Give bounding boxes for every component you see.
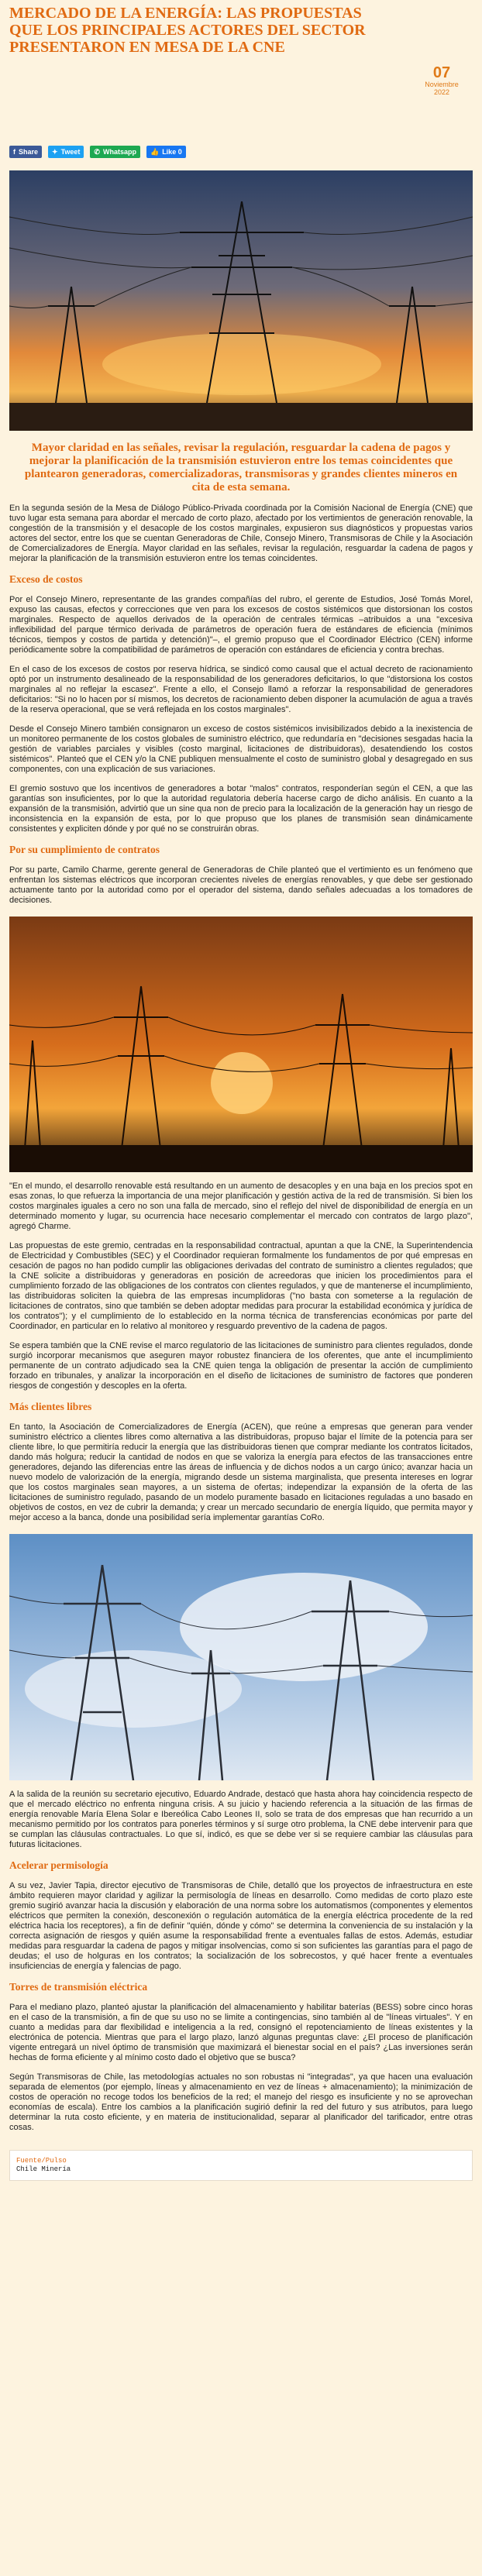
paragraph: Desde el Consejo Minero también consignaron un exceso de costos sistémicos invisibilizados debido a la inexistencia de un monitoreo permanente de los costos globales de suministro eléctrico, que redundaría en "decisiones sesgadas hacia la gestión de variables parciales y visibles (costo marginal, licitaciones de distribuidoras), desatendiendo los costos sistémicos". Planteó que el CEN y/o la CNE publiquen mensualmente el costo de suministro global y desagregado en sus componentes, con una explicación de sus variaciones.	[9, 724, 473, 774]
share-label: Share	[19, 148, 39, 156]
facebook-like-button[interactable]	[146, 146, 186, 158]
facebook-share-button[interactable]	[9, 146, 42, 158]
date-day: 07	[432, 64, 451, 81]
paragraph: Para el mediano plazo, planteó ajustar la planificación del almacenamiento y habilitar baterías (BESS) sobre cinco horas en el caso de la transmisión, a fin de que su uso no se limite a contingencias, sino también al de "líneas virtuales". Y en cuanto a medidas para dar flexibilidad e inteligencia a la red, consignó el repotenciamiento de líneas existentes y la electrónica de potencia. Mientras que para el largo plazo, lanzó algunas preguntas clave: ¿El proceso de planificación vigente entregará un nivel óptimo de transmisión que maximizará el bienestar social en el país? ¿Las inversiones serán hechas de forma eficiente y al mínimo costo dado el objetivo que se busca?	[9, 2003, 473, 2062]
section-heading-torres-transmision: Torres de transmisión eléctrica	[9, 1981, 148, 1993]
paragraph: Se espera también que la CNE revise el marco regulatorio de las licitaciones de suministro para clientes regulados, donde surgió incorporar mecanismos que aseguren mayor robustez financiera de los oferentes, que ante el incumplimiento permanente de un contrato adjudicado sea la CNE quien tenga la obligación de presentar la acción de cumplimiento forzado en tribunales, y analizar la incorporación en el diseño de licitaciones de suministro de factores que ponderen riesgos de congestión y descoples en la oferta.	[9, 1341, 473, 1391]
like-label: Like 0	[162, 148, 182, 156]
tweet-label: Tweet	[60, 148, 81, 156]
whatsapp-button[interactable]	[90, 146, 140, 158]
source-value: Chile Minería	[16, 2165, 71, 2173]
social-share-bar	[0, 96, 482, 158]
thumbs-up-icon: 👍	[150, 147, 160, 156]
whatsapp-label: Whatsapp	[102, 148, 136, 156]
paragraph: Según Transmisoras de Chile, las metodologías actuales no son robustas ni "integradas", ya que hacen una evaluación separada de elementos (por ejemplo, líneas y almacenamiento en vez de líneas + almacenamiento); la minimización de costos de operación no recoge todos los beneficios de la red; el manejo del riesgo es insuficiente y no se aprovechan economías de escala). Entre los cambios a la planificación sugirió definir la red del futuro y sus atributos, para luego determinar la ruta costo eficiente, y en materia de institucionalidad, separar al planificador del tarificador, entre otras cosas.	[9, 2072, 473, 2132]
twitter-icon: ✦	[52, 147, 58, 156]
date-month: Noviembre	[425, 81, 459, 88]
date-year: 2022	[433, 88, 450, 96]
paragraph: En la segunda sesión de la Mesa de Diálogo Público-Privada coordinada por la Comisión Nacional de Energía (CNE) que tuvo lugar esta semana para abordar el mercado de corto plazo, afectado por los vertimientos de generación renovable, la congestión de la transmisión y el desacople de los costos marginales, expusieron sus diagnósticos y propuestas varios actores del sector, entre los que se cuentan Generadoras de Chile, Consejo Minero, Transmisoras de Chile y la Asociación de Comercializadores de Energía. Mayor claridad en las señales, revisar la regulación, resguardar la cadena de pagos y mejorar la planificación de la transmisión estuvieron entre los temas coincidentes.	[9, 504, 473, 563]
source-label: Fuente/Pulso	[16, 2157, 67, 2165]
paragraph: "En el mundo, el desarrollo renovable está resultando en un aumento de desacoples y en una baja en los precios spot en esas zonas, lo que refuerza la importancia de una mejor planificación y gestión activa de la red de transmisión. Si bien los costos marginales iguales a cero no son una falla de mercado, sino el reflejo del nivel de disponibilidad de energía en un determinado momento y lugar, su ocurrencia hace necesario complementar el mercado con contratos de largo plazo", agregó Charme.	[9, 1181, 473, 1231]
hero-image-power-towers-sunset	[9, 170, 473, 431]
paragraph: Por su parte, Camilo Charme, gerente general de Generadoras de Chile planteó que el vertimiento es un fenómeno que enfrentan los sistemas eléctricos que incorporan crecientes niveles de energías renovables, y que debe ser gestionado actuamente tanto por la autoridad como por el operador del sistema, dando señales adecuadas a los tomadores de decisiones.	[9, 865, 473, 905]
facebook-icon: f	[13, 148, 15, 156]
tweet-button[interactable]	[48, 146, 84, 158]
article-date	[411, 5, 473, 96]
section-heading-permisologia: Acelerar permisología	[9, 1859, 108, 1871]
paragraph: A su vez, Javier Tapia, director ejecutivo de Transmisoras de Chile, detalló que los proyectos de infraestructura en este ámbito requieren mayor claridad y agilizar la permisología de líneas en desarrollo. Como medidas de corto plazo este gremio sugirió avanzar hacia la discusión y elaboración de una norma sobre los automatismos (componentes y elementos eléctricos que permiten la conexión, desconexión o regulación automática de la energía eléctrica procedente de la red eléctrica hacia los receptores), a fin de definir "quién, dónde y cómo" se determina la conveniencia de su instalación y la correcta asignación de riesgos y quién asume la responsabilidad frente a eventuales fallas de estos. Además, estudiar medidas para resguardar la cadena de pagos y mitigar insolvencias, como si son suficientes las garantías para el pago de deudas; el uso de holguras en los contratos; la socialización de los sobrecostos, y qué hacer frente a eventuales insuficiencias de energía y falencias de pago.	[9, 1881, 473, 1971]
paragraph: A la salida de la reunión su secretario ejecutivo, Eduardo Andrade, destacó que hasta ahora hay coincidencia respecto de que el mercado eléctrico no enfrenta ninguna crisis. A su juicio y haciendo referencia a la situación de las firmas de energía renovable María Elena Solar e Ibereólica Cabo Leones II, solo se trata de dos empresas que han recurrido a un mecanismo permitido por los contratos para ponerles términos y sí surge otro problema, la CNE debe intervenir para que se cumplan las cláusulas contractuales. Lo que sí, indicó, es que se debe ver si se requiere cambiar las cláusulas para futuras licitaciones.	[9, 1790, 473, 1849]
paragraph: Por el Consejo Minero, representante de las grandes compañías del rubro, el gerente de Estudios, José Tomás Morel, expuso las causas, efectos y correcciones que ven para los excesos de costos sistémicos que distorsionan los costos marginales. Respecto de aquellos derivados de la operación de centrales térmicas –atribuidos a una "excesiva inflexibilidad del parque térmico derivada de parámetros de operación fuera de estándares de eficiencia (mínimos técnicos, tiempos y costos de partida y detención)"–, el gremio propuso que el Coordinador Eléctrico (CEN) informe periódicamente sobre la compatibilidad de parámetros de operación con estándares de eficiencia y contra brechas.	[9, 595, 473, 655]
source-box	[9, 2150, 473, 2181]
article-body	[0, 504, 482, 2133]
section-heading-clientes-libres: Más clientes libres	[9, 1401, 92, 1412]
image-power-towers-blue-sky	[9, 1534, 473, 1780]
whatsapp-icon: ✆	[94, 147, 100, 156]
paragraph: En tanto, la Asociación de Comercializadores de Energía (ACEN), que reúne a empresas que generan para vender suministro eléctrico a clientes libres como alternativa a las distribuidoras, propuso bajar el límite de la potencia para ser cliente libre, lo que permitiría reducir la energía que las distribuidoras tienen que comprar mediante los contratos licitados, dando más holgura; reducir la cantidad de nodos en que se valoriza la energía para efectos de las transacciones entre generadores, dejando las diferencias entre las áreas de influencia y de dichos nodos a un cargo único; avanzar hacia un nuevo modelo de valorización de la energía, migrando desde un sistema marginalista, que presenta intereses en lograr que los costos marginales sean mayores, a un sistema de ofertas; independizar la expansión de la oferta de las licitaciones de suministro regulado, pasando de un modelo puramente basado en licitaciones reguladas a uno basado en objetivos de costos, en vez de cubrir la demanda; y crear un mercado secundario de energía líquido, que permita mayor y mejor acceso a la banca, donde una posibilidad sería implementar garantías CoRo.	[9, 1422, 473, 1522]
article-header	[0, 0, 482, 96]
section-heading-contratos: Por su cumplimiento de contratos	[9, 844, 160, 855]
image-power-lines-dusk	[9, 917, 473, 1172]
paragraph: En el caso de los excesos de costos por reserva hídrica, se sindicó como causal que el actual decreto de racionamiento optó por un instrumento desalineado de la responsabilidad de los generadores deficitarios, lo que "distorsiona los costos marginales al no reflejar la escasez". Frente a ello, el Consejo llamó a reforzar la responsabilidad de generadores deficitarios: "Si no lo hacen por sí mismos, los decretos de racionamiento deben disponer la acumulación de agua a través de la reserva operacional, que se verá reflejada en los costos marginales".	[9, 665, 473, 714]
article-title: MERCADO DE LA ENERGÍA: LAS PROPUESTAS QUE LOS PRINCIPALES ACTORES DEL SECTOR PRESENTARON EN MESA DE LA CNE	[9, 5, 366, 56]
paragraph: Las propuestas de este gremio, centradas en la responsabilidad contractual, apuntan a que la CNE, la Superintendencia de Electricidad y Combustibles (SEC) y el Coordinador requieran formalmente los fundamentos de por qué empresas en cesación de pagos no han podido cumplir las obligaciones derivadas del contrato de suministro a clientes regulados; que la CNE solicite a distribuidoras y generadoras en posición de acreedoras que inicien los procedimientos para el cumplimiento forzado de las obligaciones de los contratos con clientes regulados, y que de mantenerse el incumplimiento, las distribuidoras soliciten la quiebra de las empresas incumplidoras ("no basta con someterse a la regulación de licitaciones de contratos, sino que también se deben adoptar medidas para procurar la estabilidad económica y jurídica de los contratos"); y el cumplimiento de lo establecido en la norma técnica de transferencias económicas por parte del Coordinador, en particular en lo relativo al monitoreo y resguardo preventivo de la cadena de pagos.	[9, 1241, 473, 1331]
section-heading-exceso-costos: Exceso de costos	[9, 573, 83, 585]
article-lead: Mayor claridad en las señales, revisar la regulación, resguardar la cadena de pagos y mejorar la planificación de la transmisión estuvieron entre los temas coincidentes que plantearon generadoras, comercializadoras, transmisoras y grandes clientes mineros en cita de esta semana.	[24, 442, 458, 494]
paragraph: El gremio sostuvo que los incentivos de generadores a botar "malos" contratos, responderían según el CEN, a que las garantías son insuficientes, por lo que la autoridad regulatoria debería hacerse cargo de dicho análisis. En cuanto a la expansión de la transmisión, advirtió que un sine qua non de precio para la localización de la generación hay un riesgo de inconsistencia en la expansión de esta, por lo que propuso que los planes de transmisión sean dinámicamente consistentes y expliciten dónde y por qué no se construirán obras.	[9, 784, 473, 834]
